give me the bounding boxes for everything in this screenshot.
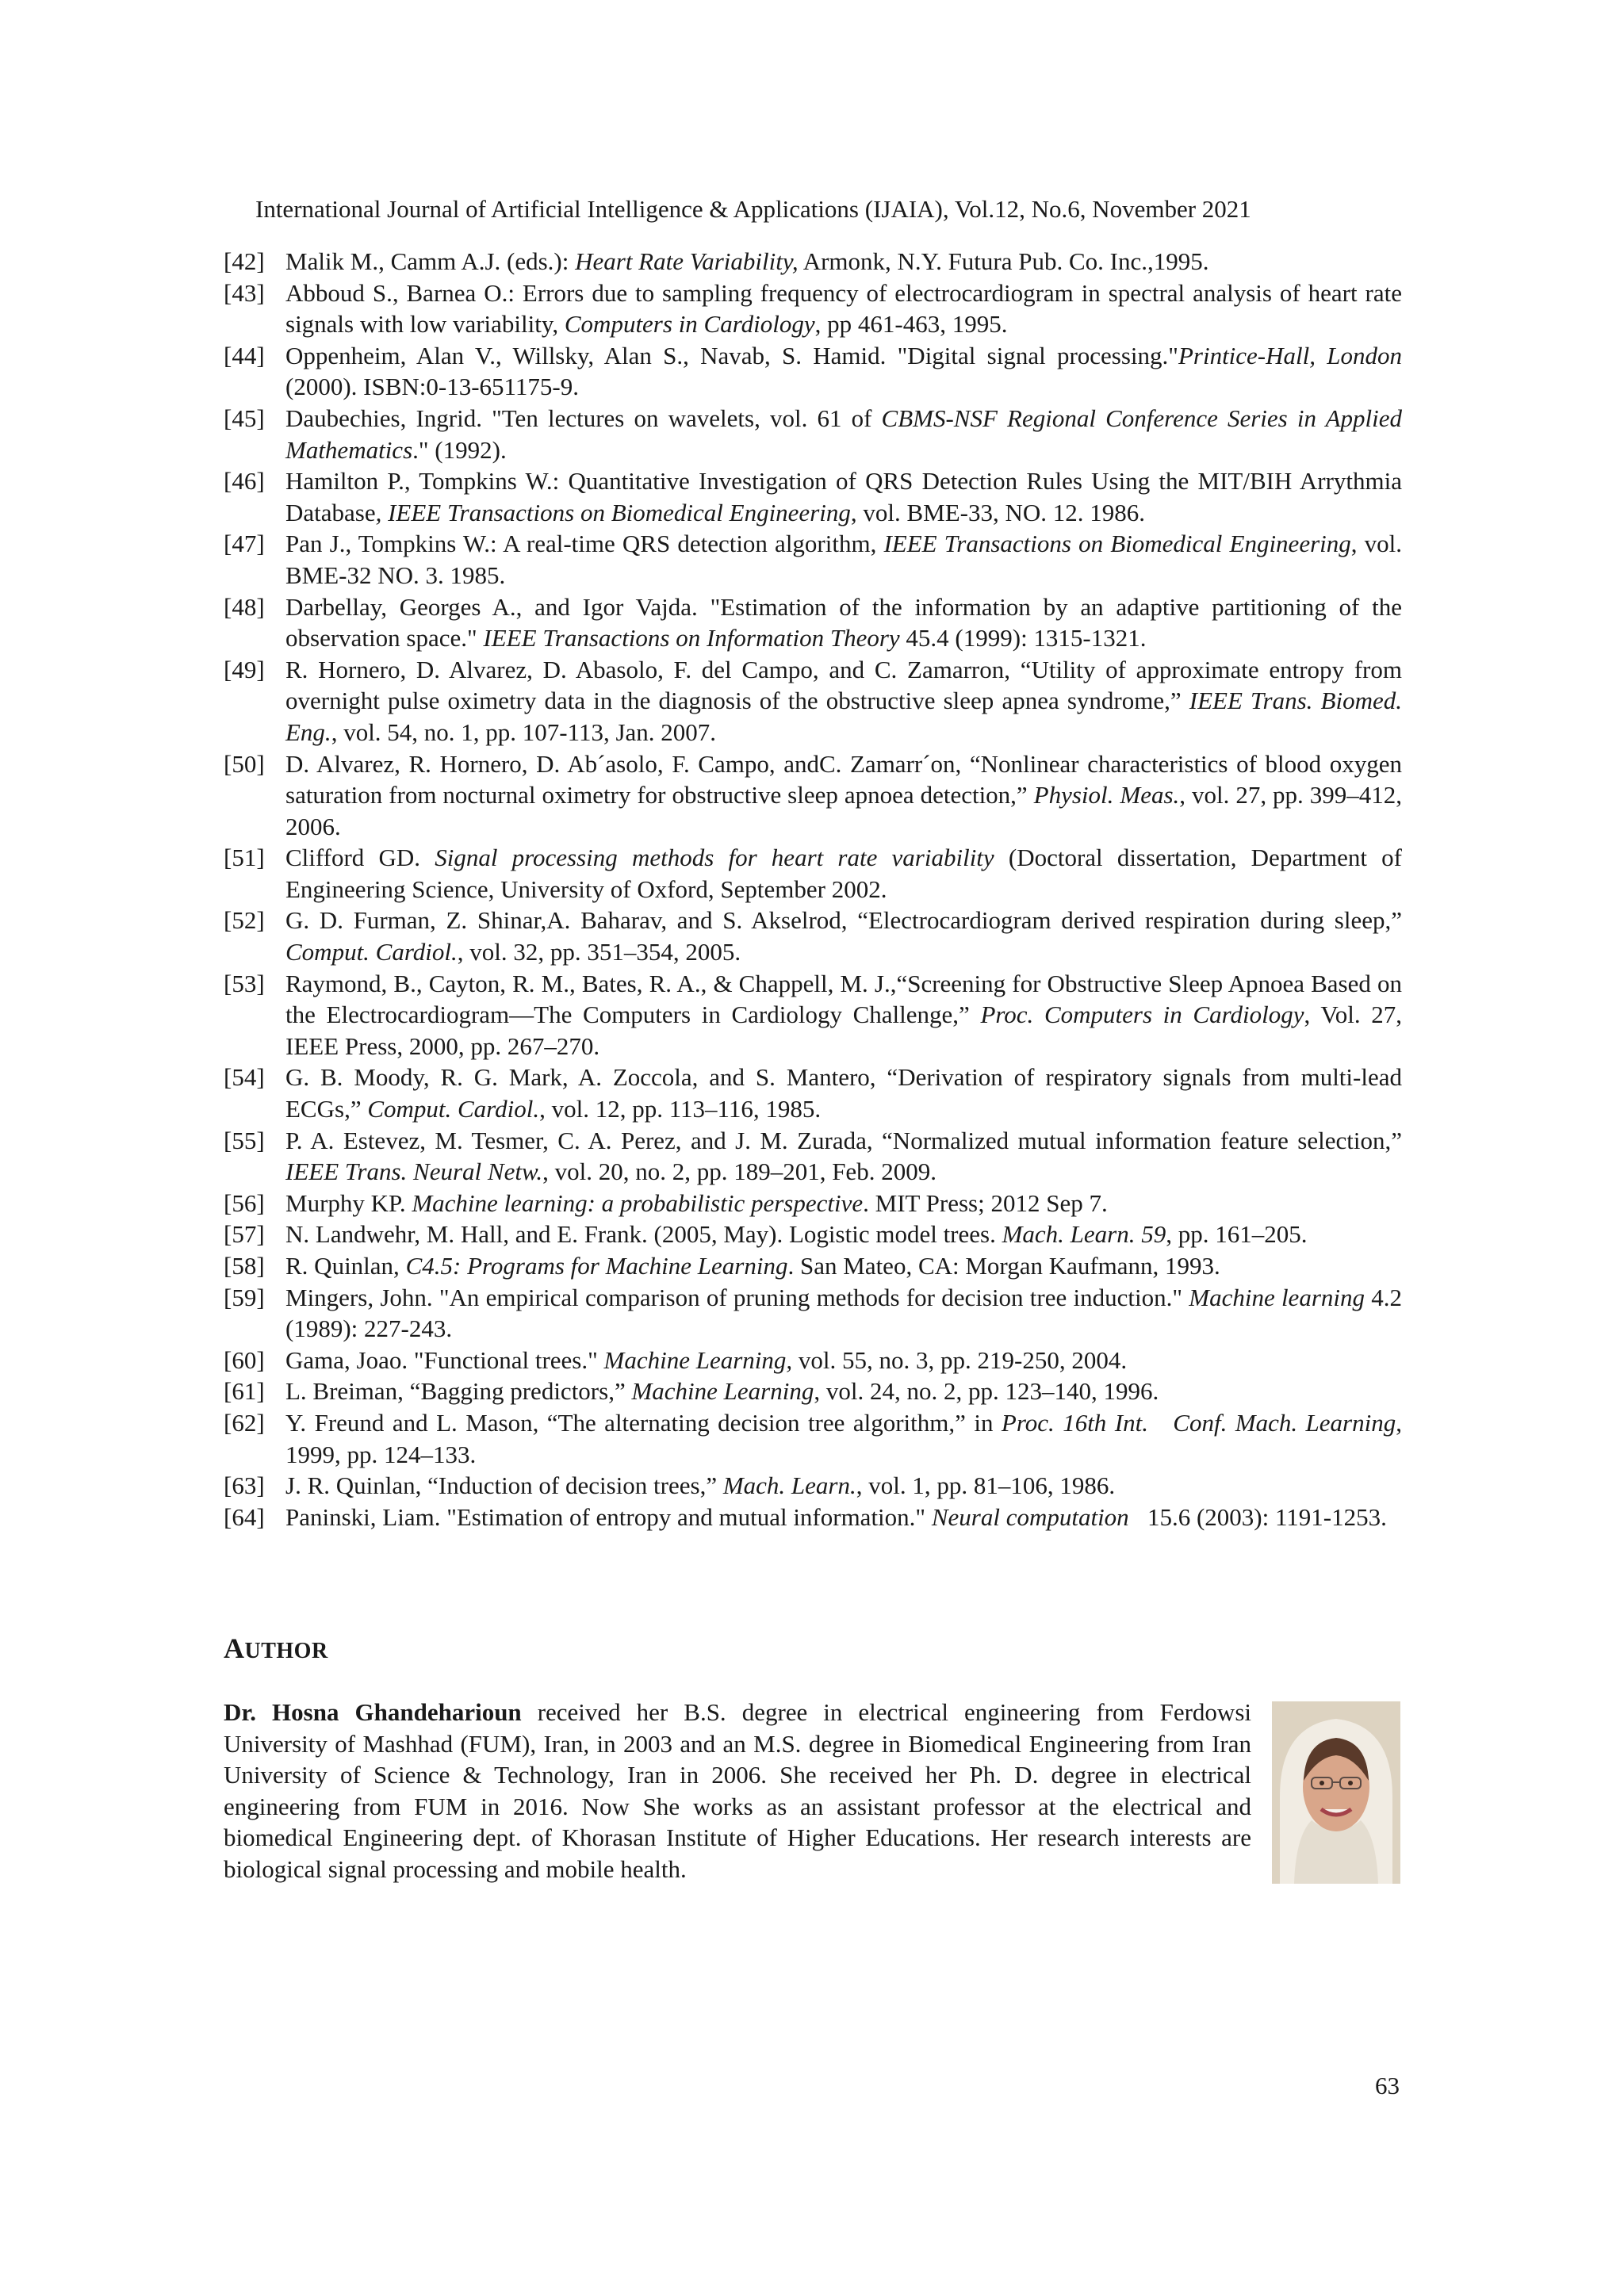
reference-number: [49] [224, 655, 265, 683]
author-portrait-image [1272, 1701, 1400, 1884]
reference-number: [45] [224, 404, 265, 432]
reference-item [224, 1345, 1402, 1376]
reference-number: [57] [224, 1220, 265, 1249]
reference-text: Pan J., Tompkins W.: A real-time QRS detection algorithm, IEEE Transactions on Biomedical Engineering, vol. BME-32 NO. 3. 1985. [285, 530, 1403, 589]
reference-text: Clifford GD. Signal processing methods for heart rate variability (Doctoral dissertation, Department of Engineering Science, University of Oxford, September 2002. [285, 844, 1402, 903]
reference-item [224, 654, 1402, 748]
reference-text: Hamilton P., Tompkins W.: Quantitative Investigation of QRS Detection Rules Using the MIT/BIH Arrythmia Database, IEEE Transactions on Biomedical Engineering, vol. BME-33, NO. 12. 1986. [285, 467, 1402, 526]
reference-item [224, 277, 1402, 340]
reference-item [224, 1407, 1402, 1470]
reference-item [224, 1376, 1402, 1407]
reference-item [224, 340, 1402, 403]
reference-item [224, 1125, 1402, 1188]
reference-item [224, 465, 1402, 528]
reference-text: Murphy KP. Machine learning: a probabilistic perspective. MIT Press; 2012 Sep 7. [285, 1188, 1108, 1217]
reference-number: [60] [224, 1345, 265, 1374]
reference-text: G. B. Moody, R. G. Mark, A. Zoccola, and S. Mantero, “Derivation of respiratory signals from multi-lead ECGs,” Comput. Cardiol., vol. 12, pp. 113–116, 1985. [285, 1063, 1402, 1123]
reference-text: Raymond, B., Cayton, R. M., Bates, R. A., & Chappell, M. J.,“Screening for Obstructive Sleep Apnoea Based on the Electrocardiogram—The Computers in Cardiology Challenge,” Proc. Computers in Cardiology, Vol. 27, IEEE Press, 2000, pp. 267–270. [285, 969, 1402, 1060]
author-bio [224, 1697, 1251, 1885]
reference-item [224, 1282, 1402, 1345]
reference-text: D. Alvarez, R. Hornero, D. Ab´asolo, F. Campo, andC. Zamarr´on, “Nonlinear characteristics of blood oxygen saturation from nocturnal oximetry for obstructive sleep apnoea detection,” Physiol. Meas., vol. 27, pp. 399–412, 2006. [285, 749, 1403, 840]
reference-text: Malik M., Camm A.J. (eds.): Heart Rate Variability, Armonk, N.Y. Futura Pub. Co. Inc.,1995. [285, 247, 1209, 275]
reference-text: Mingers, John. "An empirical comparison of pruning methods for decision tree induction." Machine learning 4.2 (1989): 227-243. [285, 1283, 1402, 1343]
reference-number: [42] [224, 247, 265, 275]
reference-text: Paninski, Liam. "Estimation of entropy and mutual information." Neural computation 15.6 (2003): 1191-1253. [285, 1502, 1387, 1531]
reference-number: [63] [224, 1471, 265, 1500]
reference-text: P. A. Estevez, M. Tesmer, C. A. Perez, and J. M. Zurada, “Normalized mutual information feature selection,” IEEE Trans. Neural Netw., vol. 20, no. 2, pp. 189–201, Feb. 2009. [285, 1126, 1402, 1186]
reference-number: [61] [224, 1377, 265, 1406]
reference-item [224, 528, 1402, 591]
reference-text: Darbellay, Georges A., and Igor Vajda. "Estimation of the information by an adaptive partitioning of the observation space." IEEE Transactions on Information Theory 45.4 (1999): 1315-1321. [285, 592, 1402, 652]
reference-text: N. Landwehr, M. Hall, and E. Frank. (2005, May). Logistic model trees. Mach. Learn. 59, pp. 161–205. [285, 1220, 1308, 1249]
reference-item [224, 968, 1402, 1062]
section-title-author [224, 1632, 328, 1665]
page-number: 63 [1375, 2072, 1400, 2099]
reference-item [224, 905, 1402, 967]
section-title-initial: A [224, 1632, 245, 1664]
reference-number: [44] [224, 341, 265, 369]
reference-number: [46] [224, 467, 265, 496]
journal-header: International Journal of Artificial Intelligence & Applications (IJAIA), Vol.12, No.6, November 2021 [255, 195, 1251, 223]
reference-number: [47] [224, 530, 265, 558]
reference-text: G. D. Furman, Z. Shinar,A. Baharav, and S. Akselrod, “Electrocardiogram derived respiration during sleep,” Comput. Cardiol., vol. 32, pp. 351–354, 2005. [285, 906, 1402, 966]
reference-item [224, 1062, 1402, 1124]
reference-item [224, 1188, 1402, 1219]
reference-number: [52] [224, 906, 265, 935]
reference-number: [43] [224, 278, 265, 307]
reference-number: [51] [224, 844, 265, 872]
reference-item [224, 1250, 1402, 1282]
author-photo [1272, 1701, 1400, 1884]
reference-item [224, 246, 1402, 277]
reference-item [224, 591, 1402, 654]
reference-text: Gama, Joao. "Functional trees." Machine Learning, vol. 55, no. 3, pp. 219-250, 2004. [285, 1345, 1128, 1374]
reference-text: R. Quinlan, C4.5: Programs for Machine Learning. San Mateo, CA: Morgan Kaufmann, 1993. [285, 1252, 1220, 1280]
reference-text: R. Hornero, D. Alvarez, D. Abasolo, F. del Campo, and C. Zamarron, “Utility of approximate entropy from overnight pulse oximetry data in the diagnosis of the obstructive sleep apnea syndrome,” IEEE Trans. Biomed. Eng., vol. 54, no. 1, pp. 107-113, Jan. 2007. [285, 655, 1402, 746]
reference-number: [64] [224, 1502, 265, 1531]
reference-item [224, 1219, 1402, 1250]
reference-number: [59] [224, 1283, 265, 1311]
reference-number: [58] [224, 1252, 265, 1280]
reference-number: [54] [224, 1063, 265, 1092]
reference-text: L. Breiman, “Bagging predictors,” Machine Learning, vol. 24, no. 2, pp. 123–140, 1996. [285, 1377, 1159, 1406]
reference-number: [50] [224, 749, 265, 778]
reference-number: [56] [224, 1188, 265, 1217]
reference-number: [48] [224, 592, 265, 621]
reference-text: Oppenheim, Alan V., Willsky, Alan S., Navab, S. Hamid. "Digital signal processing."Printice-Hall, London (2000). ISBN:0-13-651175-9. [285, 341, 1402, 401]
author-bio-text: received her B.S. degree in electrical engineering from Ferdowsi University of Mashhad (FUM), Iran, in 2003 and an M.S. degree in Biomedical Engineering from Iran University of Science & Technology, Iran in 2006. She received her Ph. D. degree in electrical engineering from FUM in 2016. Now She works as an assistant professor at the electrical and biomedical Engineering dept. of Khorasan Institute of Higher Educations. Her research interests are biological signal processing and mobile health. [224, 1698, 1251, 1883]
reference-text: Abboud S., Barnea O.: Errors due to sampling frequency of electrocardiogram in spectral analysis of heart rate signals with low variability, Computers in Cardiology, pp 461-463, 1995. [285, 278, 1402, 339]
reference-item [224, 1470, 1402, 1502]
reference-item [224, 748, 1402, 843]
section-title-smallcaps: UTHOR [244, 1639, 328, 1663]
reference-text: J. R. Quinlan, “Induction of decision trees,” Mach. Learn., vol. 1, pp. 81–106, 1986. [285, 1471, 1116, 1500]
reference-text: Daubechies, Ingrid. "Ten lectures on wavelets, vol. 61 of CBMS-NSF Regional Conference Series in Applied Mathematics." (1992). [285, 404, 1402, 464]
reference-text: Y. Freund and L. Mason, “The alternating decision tree algorithm,” in Proc. 16th Int. Conf. Mach. Learning, 1999, pp. 124–133. [285, 1408, 1402, 1468]
reference-number: [55] [224, 1126, 265, 1154]
reference-item [224, 1502, 1402, 1533]
reference-list [224, 246, 1402, 1533]
reference-number: [53] [224, 969, 265, 997]
reference-item [224, 403, 1402, 465]
author-name: Dr. Hosna Ghandeharioun [224, 1698, 522, 1726]
reference-number: [62] [224, 1408, 265, 1437]
reference-item [224, 842, 1402, 905]
